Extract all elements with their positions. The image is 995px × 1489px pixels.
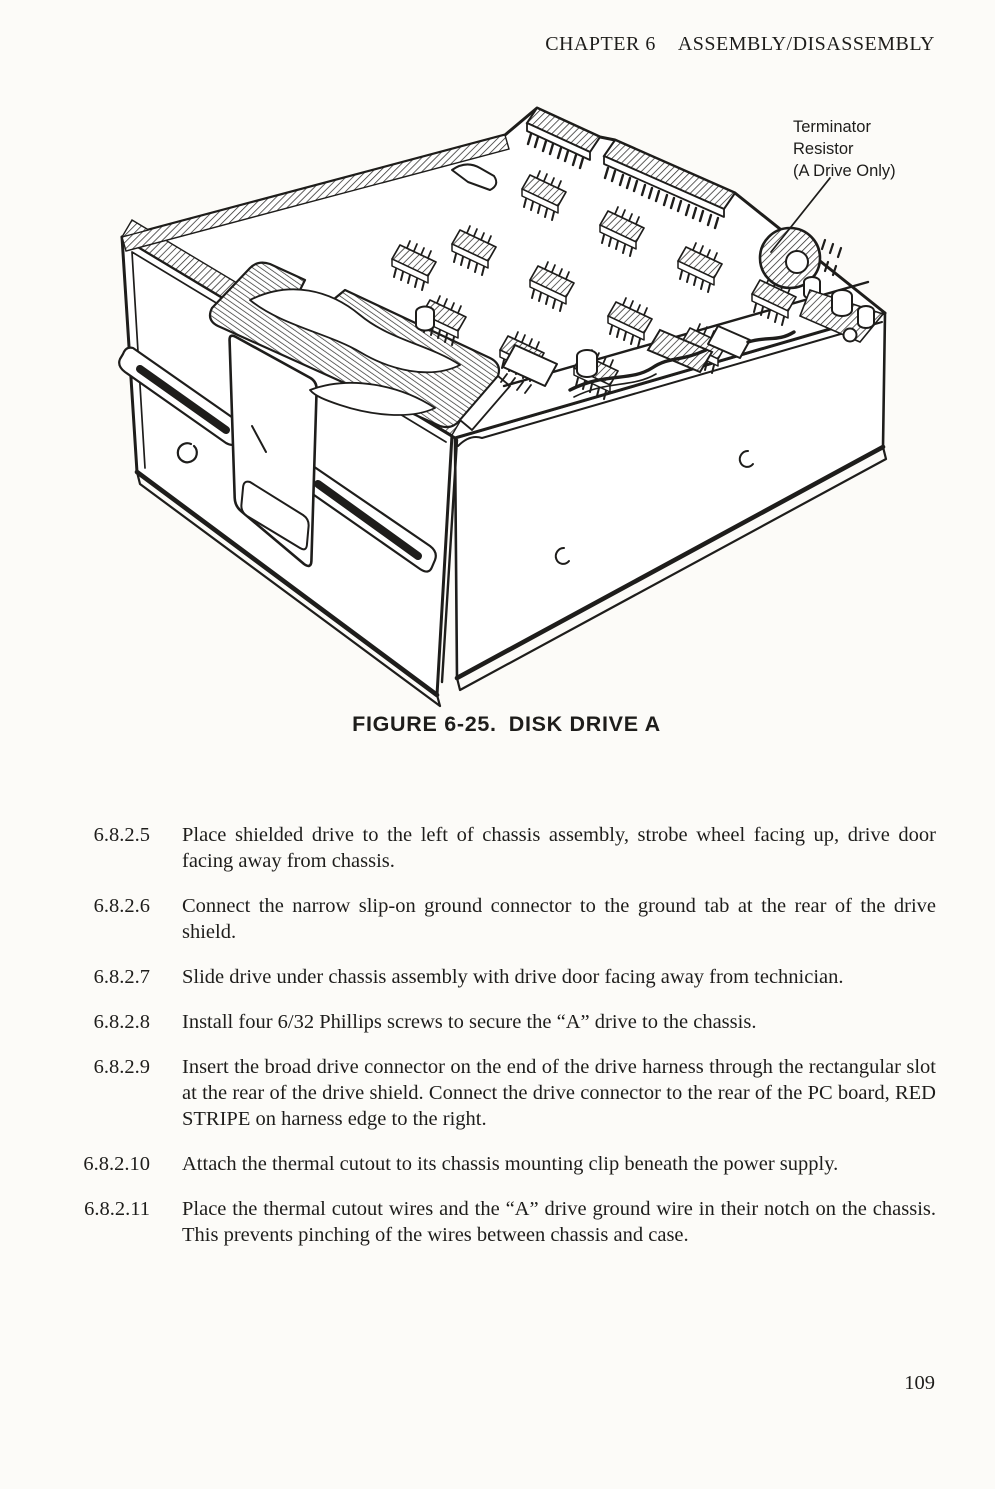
step-number: 6.8.2.5 [93,824,150,846]
step-number: 6.8.2.10 [83,1153,150,1175]
step-text: Place shielded drive to the left of chassis assembly, strobe wheel facing up, drive door facing away from chassis. [182,824,936,872]
step-number: 6.8.2.8 [93,1011,150,1033]
procedure-step [60,964,936,990]
step-text: Attach the thermal cutout to its chassis mounting clip beneath the power supply. [182,1153,839,1175]
step-number: 6.8.2.11 [84,1198,150,1220]
procedure-steps [60,822,936,1267]
disk-drive-illustration [100,90,906,712]
step-text: Install four 6/32 Phillips screws to secure the “A” drive to the chassis. [182,1011,757,1033]
running-header [545,33,935,56]
figure-6-25 [100,90,906,712]
procedure-step [60,893,936,945]
figure-caption-label: FIGURE 6-25. [352,712,497,736]
step-text: Insert the broad drive connector on the end of the drive harness through the rectangular slot at the rear of the drive shield. Connect the drive connector to the rear of the PC board, RED STRIPE on harness edge to the right. [182,1056,936,1130]
step-number: 6.8.2.6 [93,895,150,917]
step-text: Connect the narrow slip-on ground connector to the ground tab at the rear of the drive shield. [182,895,936,943]
figure-caption [78,712,935,737]
annotation-line-1: Terminator [793,118,871,136]
chapter-title: ASSEMBLY/DISASSEMBLY [677,33,935,55]
step-text: Place the thermal cutout wires and the “A” drive ground wire in their notch on the chassis. This prevents pinching of the wires between chassis and case. [182,1198,936,1246]
page-number: 109 [904,1372,935,1394]
procedure-step [60,1151,936,1177]
annotation-line-3: (A Drive Only) [793,162,896,180]
step-text: Slide drive under chassis assembly with drive door facing away from technician. [182,966,844,988]
annotation-line-2: Resistor [793,140,854,158]
step-number: 6.8.2.9 [93,1056,150,1078]
figure-caption-title: DISK DRIVE A [508,712,661,736]
procedure-step [60,1009,936,1035]
chapter-label: CHAPTER 6 [545,33,656,55]
procedure-step [60,1054,936,1132]
procedure-step [60,1196,936,1248]
step-number: 6.8.2.7 [93,966,150,988]
procedure-step [60,822,936,874]
